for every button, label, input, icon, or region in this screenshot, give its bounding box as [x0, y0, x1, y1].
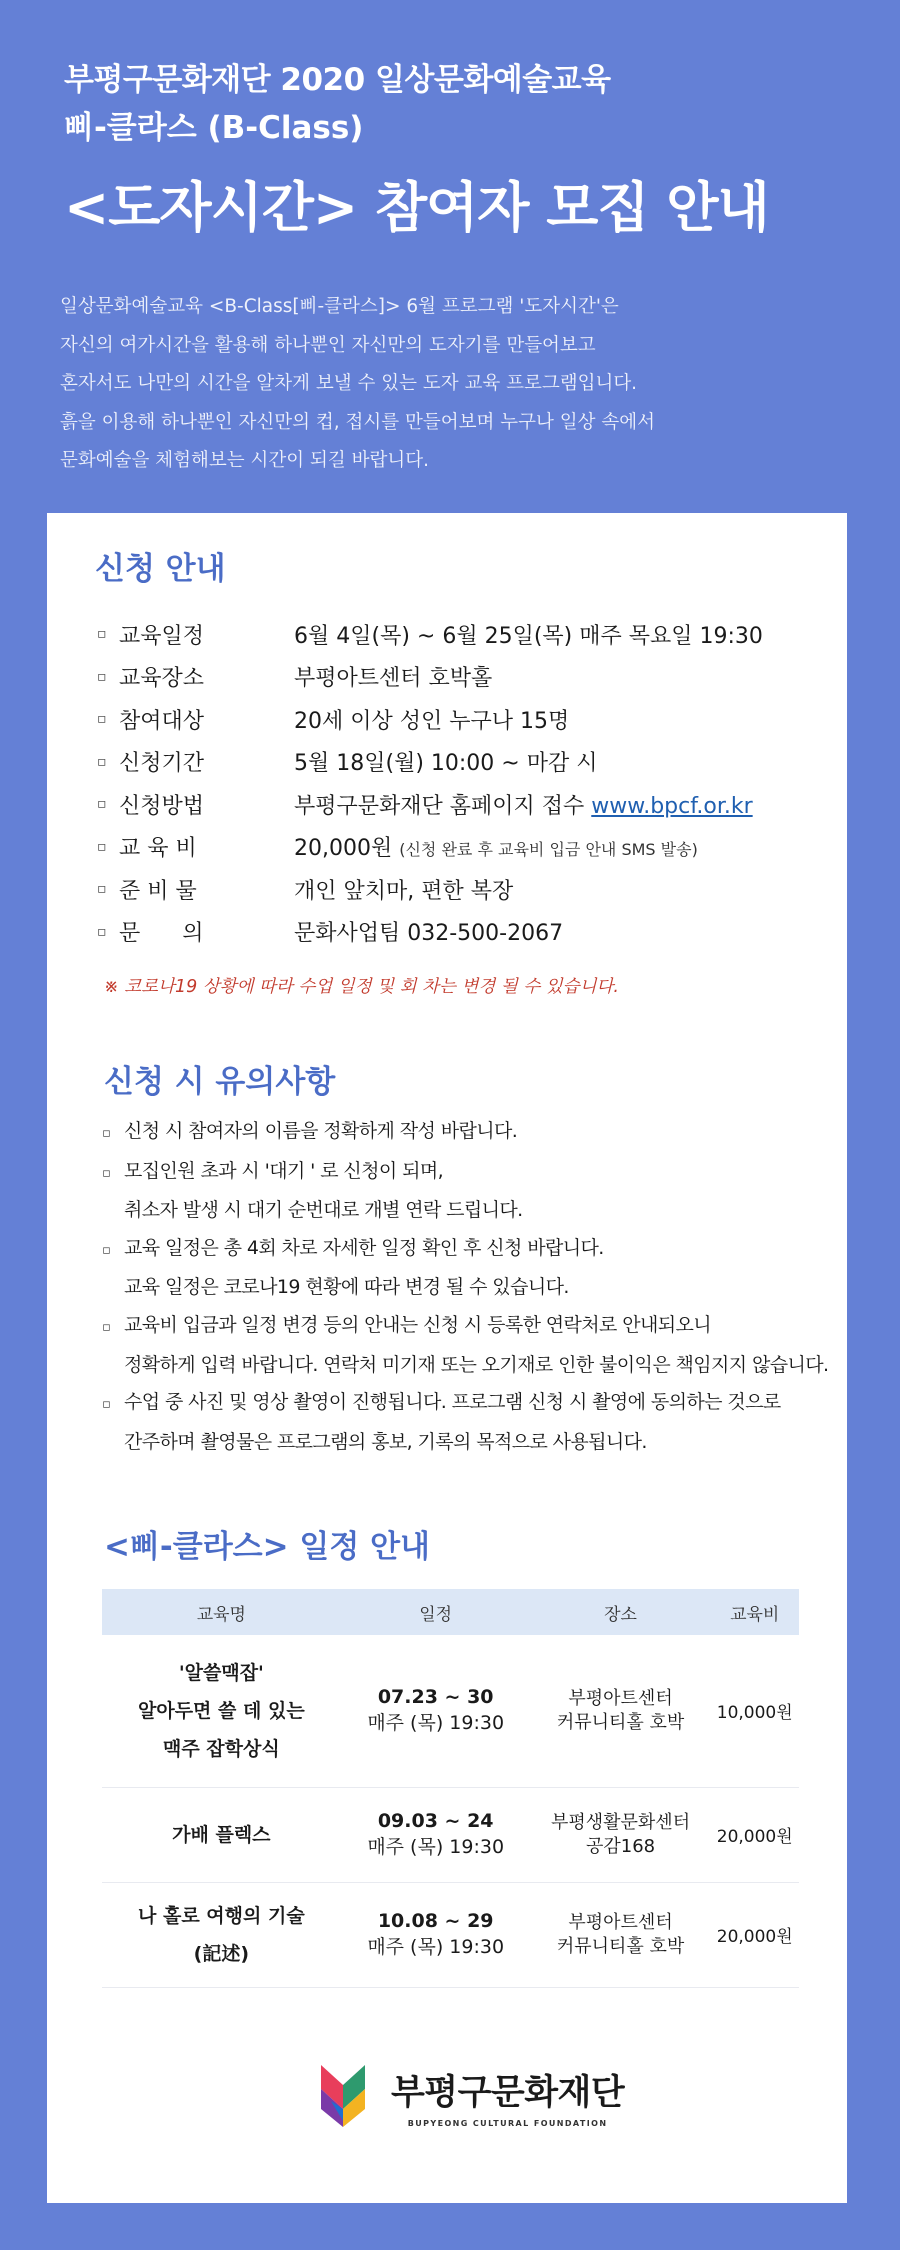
- cautions-title: 신청 시 유의사항: [104, 1064, 336, 1100]
- course-date: [341, 1787, 531, 1882]
- application-info-list: [97, 613, 817, 953]
- square-bullet-icon: ▫: [102, 1397, 111, 1413]
- caution-line: [102, 1230, 842, 1270]
- info-row-fee: [97, 826, 817, 869]
- schedule-header-row: [102, 1589, 799, 1635]
- place-line: 커뮤니티홀 호박: [556, 1935, 685, 1957]
- square-bullet-icon: ▫: [97, 668, 107, 685]
- foundation-logo: [317, 2061, 624, 2131]
- caution-text: 교육비 입금과 일정 변경 등의 안내는 신청 시 등록한 연락처로 안내되오니: [124, 1313, 712, 1336]
- info-label: 신청기간: [119, 751, 205, 777]
- caution-line: [102, 1307, 842, 1347]
- course-name: [102, 1787, 341, 1882]
- caution-line: 간주하며 촬영물은 프로그램의 홍보, 기록의 목적으로 사용됩니다.: [124, 1430, 647, 1453]
- square-bullet-icon: ▫: [97, 753, 107, 770]
- fee-note: (신청 완료 후 교육비 입금 안내 SMS 발송): [399, 840, 698, 860]
- course-name-line: 가배 플렉스: [172, 1823, 271, 1846]
- info-row-schedule: [97, 613, 817, 656]
- cautions-list: [102, 1113, 842, 1461]
- square-bullet-icon: ▫: [97, 923, 107, 940]
- course-fee: 20,000원: [710, 1787, 799, 1882]
- date-time: 매주 (목) 19:30: [367, 1936, 505, 1958]
- caution-line: 취소자 발생 시 대기 순번대로 개별 연락 드립니다.: [124, 1199, 523, 1222]
- date-time: 매주 (목) 19:30: [367, 1836, 505, 1858]
- header-line1: 부평구문화재단 2020 일상문화예술교육: [64, 62, 611, 98]
- method-text: 부평구문화재단 홈페이지 접수: [294, 793, 592, 819]
- date-range: 10.08 ~ 29: [377, 1910, 494, 1932]
- info-label: 준 비 물: [119, 878, 197, 904]
- caution-line: 교육 일정은 코로나19 현황에 따라 변경 될 수 있습니다.: [124, 1276, 569, 1299]
- info-row-location: [97, 656, 817, 699]
- info-row-supplies: [97, 868, 817, 911]
- intro-line: 자신의 여가시간을 활용해 하나뿐인 자신만의 도자기를 만들어보고: [60, 334, 596, 356]
- homepage-link[interactable]: www.bpcf.or.kr: [591, 793, 753, 819]
- schedule-title: <삐-클라스> 일정 안내: [104, 1529, 430, 1565]
- info-value: [294, 831, 817, 862]
- info-value: 문화사업팀 032-500-2067: [294, 921, 564, 947]
- application-title: 신청 안내: [95, 551, 226, 587]
- info-label: 참여대상: [119, 708, 205, 734]
- square-bullet-icon: ▫: [102, 1319, 111, 1335]
- header-date: 일정: [341, 1589, 531, 1635]
- info-value: 20세 이상 성인 누구나 15명: [294, 708, 570, 734]
- caution-line: [102, 1153, 842, 1193]
- intro-line: 흙을 이용해 하나뿐인 자신만의 컵, 접시를 만들어보며 누구나 일상 속에서: [60, 411, 655, 433]
- header-place: 장소: [531, 1589, 711, 1635]
- course-name: [102, 1882, 341, 1987]
- course-date: [341, 1635, 531, 1787]
- header: [64, 56, 864, 244]
- info-row-target: [97, 698, 817, 741]
- course-fee: 20,000원: [710, 1882, 799, 1987]
- caution-line: [102, 1384, 842, 1424]
- place-line: 부평생활문화센터: [550, 1811, 691, 1833]
- intro-line: 혼자서도 나만의 시간을 알차게 보낼 수 있는 도자 교육 프로그램입니다.: [60, 373, 638, 394]
- caution-text: 수업 중 사진 및 영상 촬영이 진행됩니다. 프로그램 신청 시 촬영에 동의하는 것으로: [124, 1391, 781, 1414]
- caution-text: 교육 일정은 총 4회 차로 자세한 일정 확인 후 신청 바랍니다.: [124, 1236, 604, 1259]
- info-value: 부평아트센터 호박홀: [294, 666, 493, 692]
- info-row-method: [97, 783, 817, 826]
- header-course: 교육명: [102, 1589, 341, 1635]
- info-label: 교육일정: [119, 623, 205, 649]
- course-name-line: (記述): [193, 1942, 250, 1965]
- intro-line: 문화예술을 체험해보는 시간이 되길 바랍니다.: [60, 450, 429, 471]
- info-label: 신청방법: [119, 793, 205, 819]
- info-label: 문 의: [119, 921, 204, 947]
- place-line: 공감168: [585, 1835, 656, 1857]
- square-bullet-icon: ▫: [97, 881, 107, 898]
- square-bullet-icon: ▫: [97, 838, 107, 855]
- logo-text: [391, 2065, 624, 2128]
- table-row: [102, 1882, 799, 1987]
- fee-text: 20,000원: [294, 836, 400, 862]
- logo-english: BUPYEONG CULTURAL FOUNDATION: [407, 2118, 608, 2128]
- course-place: [531, 1787, 711, 1882]
- square-bullet-icon: ▫: [102, 1242, 111, 1258]
- square-bullet-icon: ▫: [102, 1126, 111, 1141]
- schedule-table: [102, 1589, 799, 1988]
- info-value: 6월 4일(목) ~ 6월 25일(목) 매주 목요일 19:30: [294, 623, 763, 649]
- caution-text: 신청 시 참여자의 이름을 정확하게 작성 바랍니다.: [124, 1120, 518, 1142]
- info-label: 교 육 비: [119, 836, 197, 862]
- course-name: [102, 1635, 341, 1787]
- place-line: 부평아트센터: [568, 1687, 673, 1709]
- info-value: [294, 789, 817, 820]
- info-row-period: [97, 741, 817, 784]
- date-range: 09.03 ~ 24: [377, 1810, 494, 1832]
- info-value: 5월 18일(월) 10:00 ~ 마감 시: [294, 751, 598, 777]
- square-bullet-icon: ▫: [97, 626, 107, 643]
- content-card: [47, 513, 847, 2203]
- place-line: 커뮤니티홀 호박: [556, 1711, 685, 1733]
- table-row: [102, 1635, 799, 1787]
- course-place: [531, 1635, 711, 1787]
- info-value: 개인 앞치마, 편한 복장: [294, 878, 514, 904]
- foundation-logo-icon: [317, 2061, 369, 2131]
- course-name-line: 맥주 잡학상식: [162, 1737, 280, 1760]
- course-name-line: 나 홀로 여행의 기술: [138, 1904, 305, 1927]
- header-line2: 삐-클라스 (B-Class): [64, 110, 364, 146]
- place-line: 부평아트센터: [568, 1911, 673, 1933]
- table-row: [102, 1787, 799, 1882]
- course-place: [531, 1882, 711, 1987]
- course-date: [341, 1882, 531, 1987]
- header-fee: 교육비: [710, 1589, 799, 1635]
- caution-line: 정확하게 입력 바랍니다. 연락처 미기재 또는 오기재로 인한 불이익은 책임지지 않습니다.: [124, 1353, 829, 1376]
- caution-line: [102, 1113, 842, 1153]
- intro-line: 일상문화예술교육 <B-Class[삐-클라스]> 6월 프로그램 '도자시간'은: [60, 296, 619, 317]
- course-fee: 10,000원: [710, 1635, 799, 1787]
- caution-text: 모집인원 초과 시 '대기 ' 로 신청이 되며,: [124, 1159, 444, 1182]
- info-label: 교육장소: [119, 666, 205, 692]
- square-bullet-icon: ▫: [97, 711, 107, 728]
- intro-text: [60, 288, 860, 481]
- logo-korean: 부평구문화재단: [391, 2072, 625, 2113]
- square-bullet-icon: ▫: [97, 796, 107, 813]
- page-title: <도자시간> 참여자 모집 안내: [64, 176, 769, 239]
- square-bullet-icon: ▫: [102, 1165, 111, 1181]
- course-name-line: '알쓸맥잡': [178, 1661, 264, 1684]
- covid-notice: ※ 코로나19 상황에 따라 수업 일정 및 회 차는 변경 될 수 있습니다.: [104, 977, 619, 997]
- info-row-contact: [97, 911, 817, 954]
- course-name-line: 알아두면 쓸 데 있는: [138, 1699, 305, 1722]
- date-range: 07.23 ~ 30: [377, 1686, 494, 1709]
- date-time: 매주 (목) 19:30: [367, 1712, 505, 1735]
